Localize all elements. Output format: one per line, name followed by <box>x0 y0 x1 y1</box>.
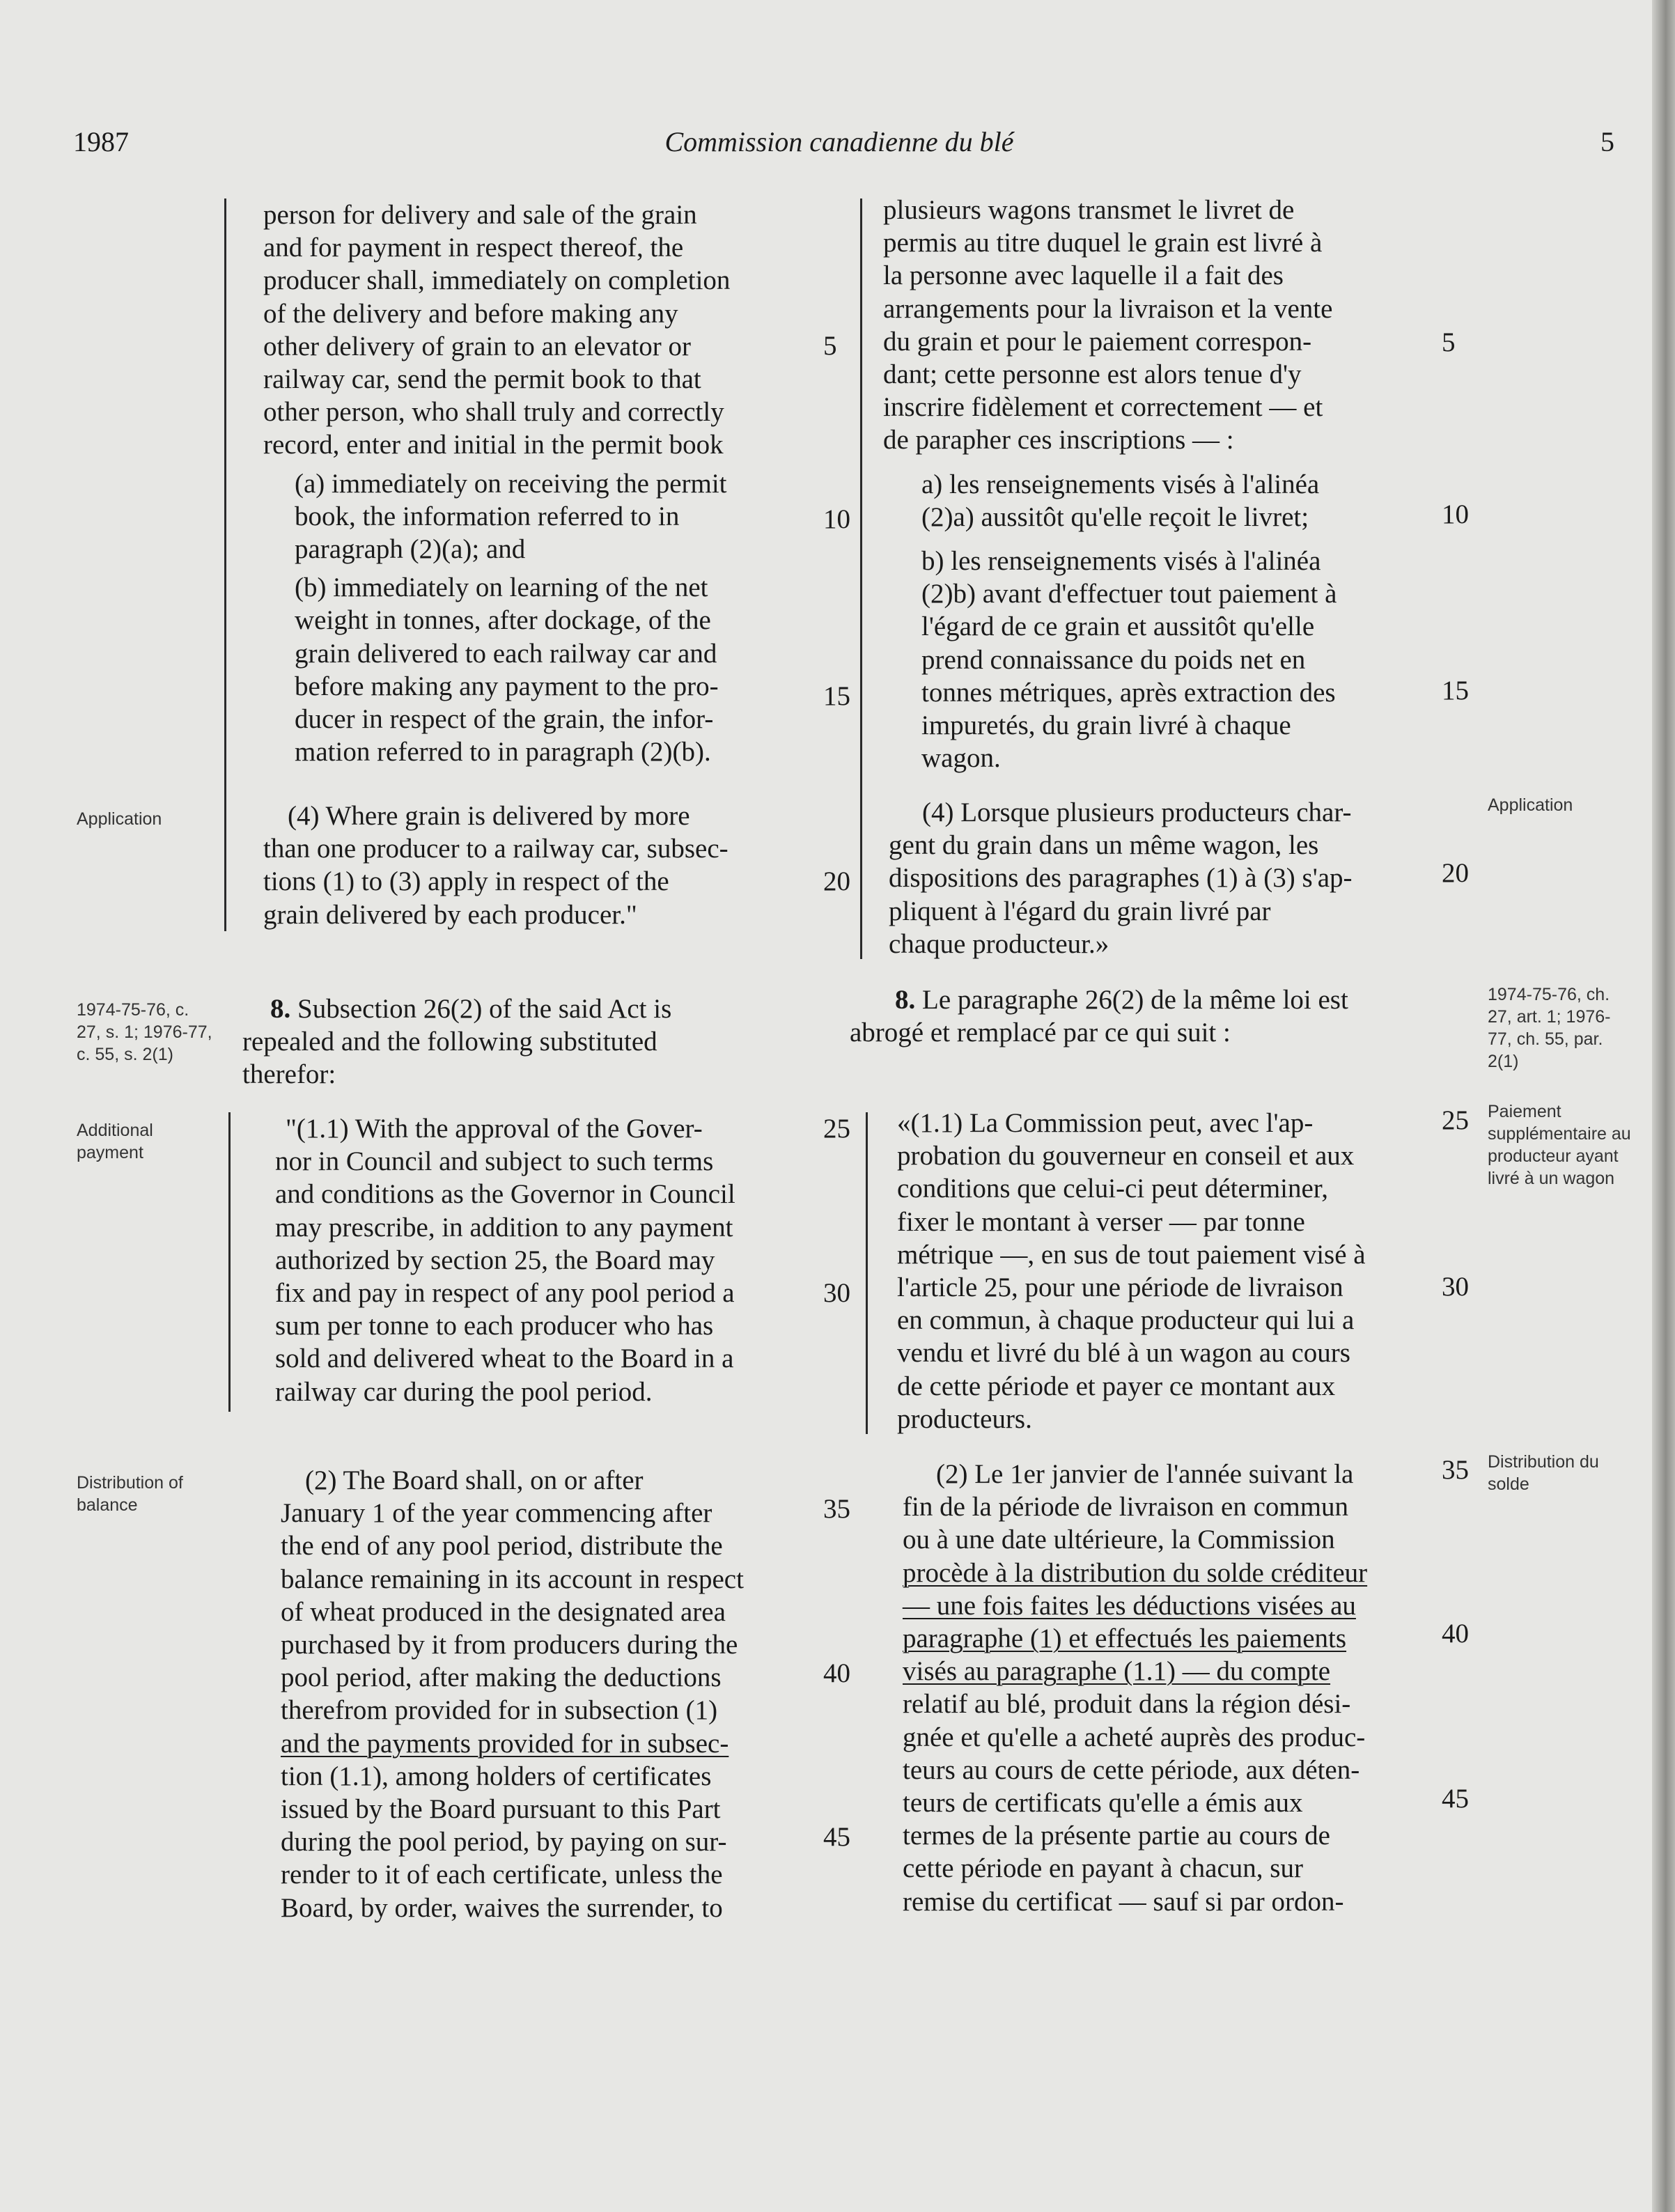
text-line: record, enter and initial in the permit book <box>263 430 724 460</box>
amendment-bar-en-mid <box>228 1112 231 1412</box>
line-number: 30 <box>1442 1272 1469 1302</box>
margin-note-application-fr: Application <box>1488 795 1573 815</box>
text-line: therefor: <box>242 1059 336 1090</box>
text-line: cette période en payant à chacun, sur <box>903 1853 1303 1884</box>
text-line: "(1.1) With the approval of the Gover- <box>286 1114 703 1144</box>
line-number: 10 <box>823 504 850 534</box>
text-line: and conditions as the Governor in Council <box>275 1179 735 1210</box>
text-line: permis au titre duquel le grain est livré à <box>883 228 1323 258</box>
text-line: chaque producteur.» <box>889 928 1109 959</box>
text-line: (2)b) avant d'effectuer tout paiement à <box>921 579 1337 609</box>
text-line: during the pool period, by paying on sur- <box>281 1827 727 1857</box>
text-line: producteurs. <box>897 1403 1032 1434</box>
text-line: issued by the Board pursuant to this Part <box>281 1794 721 1825</box>
line-number: 15 <box>823 681 850 711</box>
text-line: railway car during the pool period. <box>275 1376 653 1407</box>
text-line: dispositions des paragraphes (1) à (3) s'ap- <box>889 863 1353 894</box>
line-number: 40 <box>1442 1619 1469 1649</box>
margin-note-additional-payment-en: Additional payment <box>77 1121 153 1162</box>
text-line: métrique —, en sus de tout paiement visé à <box>897 1239 1366 1270</box>
text-line: vendu et livré du blé à un wagon au cours <box>897 1338 1350 1369</box>
text-line-amended: visés au paragraphe (1.1) — du compte <box>903 1656 1331 1687</box>
binding-edge <box>1652 0 1675 2212</box>
text-line: render to it of each certificate, unless the <box>281 1860 723 1890</box>
text-line: fin de la période de livraison en commun <box>903 1492 1349 1522</box>
fr-subsection-2 <box>903 1458 1450 1918</box>
text-line: Board, by order, waives the surrender, to <box>281 1892 723 1923</box>
text-line: (2) Le 1er janvier de l'année suivant la <box>936 1459 1354 1489</box>
text-line: probation du gouverneur en conseil et aux <box>897 1141 1355 1171</box>
line-number: 20 <box>823 866 850 896</box>
fr-paragraph-a <box>921 468 1440 533</box>
en-subsection-2 <box>281 1464 831 1924</box>
margin-note-additional-payment-fr: Paiement supplémentaire au producteur ayant livré à un wagon <box>1488 1102 1631 1188</box>
text-line: conditions que celui-ci peut déterminer, <box>897 1174 1328 1204</box>
text-line-amended: paragraphe (1) et effectués les paiements <box>903 1623 1347 1654</box>
text-line: relatif au blé, produit dans la région dési- <box>903 1689 1351 1720</box>
line-number: 30 <box>823 1278 850 1308</box>
margin-note-citation-en: 1974-75-76, c. 27, s. 1; 1976-77, c. 55, s. 2(1) <box>77 1000 212 1064</box>
text-line: before making any payment to the pro- <box>295 671 719 701</box>
en-section-8 <box>242 992 813 1091</box>
page-number: 5 <box>1600 126 1614 157</box>
text-line: and for payment in respect thereof, the <box>263 233 684 263</box>
line-number: 5 <box>1442 327 1456 357</box>
text-line: authorized by section 25, the Board may <box>275 1245 715 1275</box>
text-line: arrangements pour la livraison et la vente <box>883 293 1333 324</box>
text-line: other person, who shall truly and correctly <box>263 397 724 428</box>
text-line: dant; cette personne est alors tenue d'y <box>883 359 1302 390</box>
margin-note-distribution-en: Distribution of balance <box>77 1473 183 1515</box>
margin-note-citation-fr: 1974-75-76, ch. 27, art. 1; 1976-77, ch. 55, par. 2(1) <box>1488 985 1611 1071</box>
text-line: remise du certificat — sauf si par ordon- <box>903 1886 1344 1917</box>
text-line: nor in Council and subject to such terms <box>275 1146 714 1177</box>
text-line: a) les renseignements visés à l'alinéa <box>921 469 1320 499</box>
text-line: (4) Where grain is delivered by more <box>288 801 690 831</box>
text-line: de cette période et payer ce montant aux <box>897 1371 1336 1401</box>
text-line: the end of any pool period, distribute the <box>281 1531 723 1561</box>
text-line: (2) The Board shall, on or after <box>305 1465 644 1495</box>
line-number: 35 <box>1442 1455 1469 1485</box>
text-line: (2)a) aussitôt qu'elle reçoit le livret; <box>921 501 1309 532</box>
text-line: ducer in respect of the grain, the infor- <box>295 704 714 735</box>
text-line: January 1 of the year commencing after <box>281 1498 712 1529</box>
fr-subsection-4 <box>889 796 1439 960</box>
text-line: pliquent à l'égard du grain livré par <box>889 896 1271 926</box>
margin-note-application-en: Application <box>77 809 162 829</box>
text-line: en commun, à chaque producteur qui lui a <box>897 1305 1355 1336</box>
text-line: railway car, send the permit book to that <box>263 364 701 395</box>
margin-note-distribution-fr: Distribution du solde <box>1488 1452 1599 1494</box>
line-number: 5 <box>823 331 837 361</box>
line-number: 25 <box>823 1114 850 1144</box>
line-number: 45 <box>1442 1784 1469 1814</box>
text-line: sum per tonne to each producer who has <box>275 1311 714 1341</box>
text-line: la personne avec laquelle il a fait des <box>883 260 1284 291</box>
line-number: 40 <box>823 1658 850 1688</box>
text-line: tonnes métriques, après extraction des <box>921 677 1336 708</box>
text-line-amended: — une fois faites les déductions visées au <box>903 1590 1356 1621</box>
text-line: teurs au cours de cette période, aux déten- <box>903 1754 1360 1785</box>
text-line: tion (1.1), among holders of certificates <box>281 1761 712 1791</box>
text-line-amended: and the payments provided for in subsec- <box>281 1728 729 1759</box>
text-line: du grain et pour le paiement correspon- <box>883 326 1312 357</box>
text-line: de parapher ces inscriptions — : <box>883 425 1234 455</box>
text-line: paragraph (2)(a); and <box>295 534 526 565</box>
text-line: may prescribe, in addition to any payment <box>275 1212 733 1243</box>
text-line: l'article 25, pour une période de livraison <box>897 1272 1343 1303</box>
text-line: of the delivery and before making any <box>263 298 678 329</box>
text-line: (a) immediately on receiving the permit <box>295 468 727 499</box>
section-number: 8. <box>895 985 916 1015</box>
text-line: termes de la présente partie au cours de <box>903 1821 1330 1851</box>
french-column <box>883 194 1440 774</box>
en-continuation <box>263 198 813 462</box>
text-line: weight in tonnes, after dockage, of the <box>295 605 711 636</box>
text-line: b) les renseignements visés à l'alinéa <box>921 546 1321 577</box>
section-number: 8. <box>270 994 291 1024</box>
text-line: (4) Lorsque plusieurs producteurs char- <box>922 797 1352 827</box>
text-line: plusieurs wagons transmet le livret de <box>883 195 1295 225</box>
header-year: 1987 <box>73 126 129 157</box>
text-line: prend connaissance du poids net en <box>921 644 1306 675</box>
text-line: grain delivered to each railway car and <box>295 638 717 669</box>
text-line: than one producer to a railway car, subsec- <box>263 834 729 864</box>
text-line: tions (1) to (3) apply in respect of the <box>263 866 669 897</box>
text-line: Subsection 26(2) of the said Act is <box>297 994 672 1024</box>
text-line: grain delivered by each producer." <box>263 899 637 930</box>
text-line: teurs de certificats qu'elle a émis aux <box>903 1788 1303 1818</box>
line-number: 20 <box>1442 858 1469 888</box>
en-paragraph-b <box>295 571 813 768</box>
text-line: therefrom provided for in subsection (1) <box>281 1695 718 1726</box>
text-line: balance remaining in its account in respect <box>281 1564 744 1594</box>
text-line: sold and delivered wheat to the Board in a <box>275 1343 734 1374</box>
text-line: l'égard de ce grain et aussitôt qu'elle <box>921 612 1315 642</box>
line-number: 25 <box>1442 1105 1469 1135</box>
fr-continuation <box>883 194 1440 457</box>
line-number: 15 <box>1442 676 1469 706</box>
text-line: other delivery of grain to an elevator or <box>263 331 692 361</box>
text-line: «(1.1) La Commission peut, avec l'ap- <box>897 1108 1314 1138</box>
fr-section-8 <box>850 983 1442 1049</box>
line-number: 10 <box>1442 499 1469 529</box>
text-line: gent du grain dans un même wagon, les <box>889 830 1319 861</box>
text-line: fix and pay in respect of any pool period a <box>275 1278 735 1309</box>
text-line: pool period, after making the deductions <box>281 1662 722 1693</box>
text-line: book, the information referred to in <box>295 501 680 531</box>
line-number: 45 <box>823 1822 850 1852</box>
header-title: Commission canadienne du blé <box>664 126 1014 157</box>
text-line: producer shall, immediately on completion <box>263 265 731 296</box>
line-number: 35 <box>823 1494 850 1524</box>
text-line: (b) immediately on learning of the net <box>295 573 708 603</box>
text-line: inscrire fidèlement et correctement — et <box>883 392 1323 423</box>
text-line: mation referred to in paragraph (2)(b). <box>295 737 711 768</box>
text-line: repealed and the following substituted <box>242 1027 657 1057</box>
text-line: impuretés, du grain livré à chaque <box>921 710 1291 741</box>
text-line: Le paragraphe 26(2) de la même loi est <box>922 985 1348 1015</box>
en-subsection-4 <box>263 800 813 931</box>
text-line: wagon. <box>921 743 1001 774</box>
text-line: person for delivery and sale of the grain <box>263 200 697 230</box>
amendment-bar-en-top <box>224 198 226 931</box>
text-line: ou à une date ultérieure, la Commission <box>903 1525 1335 1555</box>
text-line: of wheat produced in the designated area <box>281 1596 726 1627</box>
english-column <box>263 198 813 768</box>
en-paragraph-a <box>295 467 813 566</box>
text-line: purchased by it from producers during the <box>281 1630 738 1660</box>
en-subsection-1-1 <box>275 1112 825 1408</box>
text-line: gnée et qu'elle a acheté auprès des produc- <box>903 1722 1366 1752</box>
text-line-amended: procède à la distribution du solde créditeur <box>903 1557 1368 1588</box>
fr-subsection-1-1 <box>897 1107 1451 1435</box>
amendment-bar-fr-top <box>860 198 862 959</box>
amendment-bar-fr-mid <box>866 1112 868 1434</box>
text-line: fixer le montant à verser — par tonne <box>897 1206 1305 1237</box>
text-line: abrogé et remplacé par ce qui suit : <box>850 1018 1231 1048</box>
fr-paragraph-b <box>921 545 1440 774</box>
